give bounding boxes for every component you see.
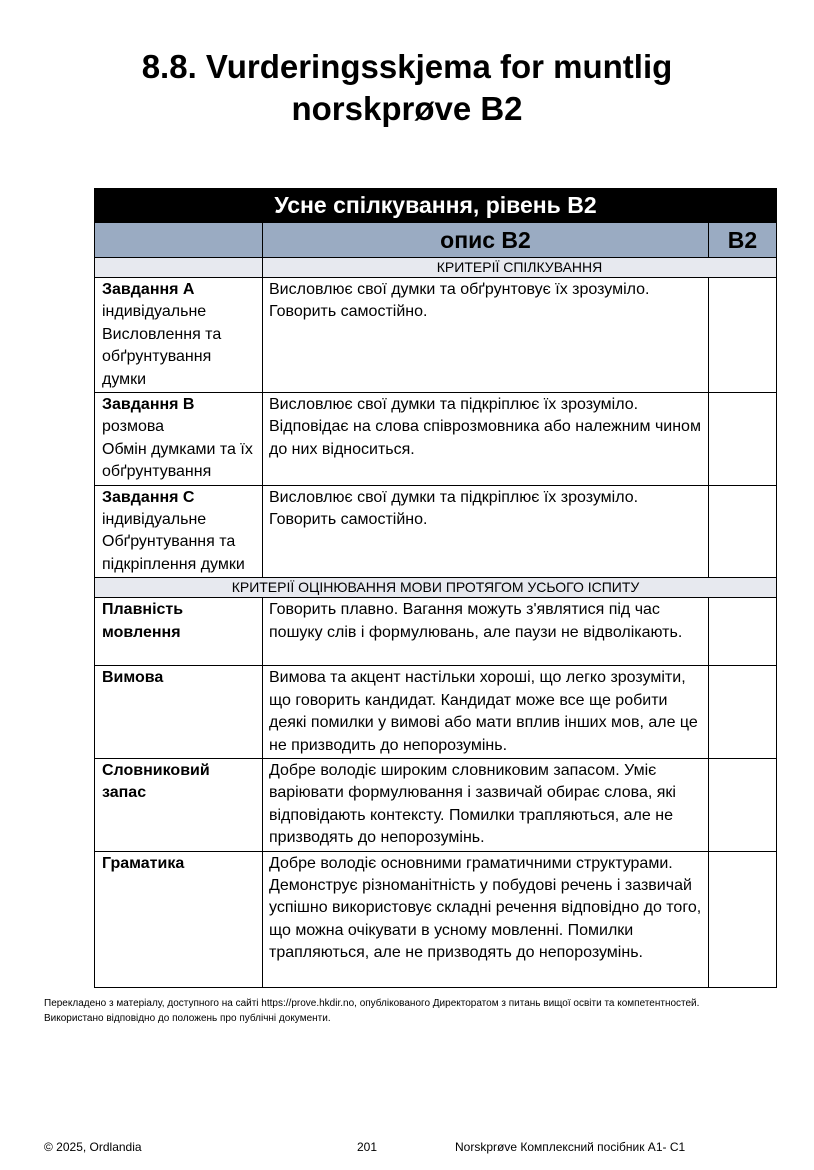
- footer-copyright: © 2025, Ordlandia: [44, 1140, 142, 1154]
- task-cell: [95, 393, 263, 486]
- criterion-name: Граматика: [95, 851, 263, 987]
- section-blank-cell: [95, 258, 263, 278]
- page-title: [0, 46, 814, 130]
- criterion-name: Плавність мовлення: [95, 598, 263, 666]
- table-header-row: [95, 223, 777, 258]
- criterion-description: Добре володіє основними граматичними структурами. Демонструє різноманітність у побудові речень і зазвичай успішно використовує складні речення відповідно до того, що можна очікувати в усному мовленні. Помилки трапляються, але не призводять до непорозумінь.: [263, 851, 709, 987]
- footer-book-title: Norskprøve Комплексний посібник A1- C1: [455, 1140, 686, 1154]
- table-row: [95, 485, 777, 578]
- criterion-name: Словниковий запас: [95, 758, 263, 851]
- table-row: [95, 393, 777, 486]
- criterion-description: Говорить плавно. Вагання можуть з'являтися під час пошуку слів і формулювань, але паузи не відволікають.: [263, 598, 709, 666]
- section-row-communication: [95, 258, 777, 278]
- criterion-name: Вимова: [95, 666, 263, 759]
- table-banner-row: [95, 189, 777, 223]
- assessment-table: [94, 188, 777, 988]
- table-row: [95, 598, 777, 666]
- source-footnote: Перекладено з матеріалу, доступного на сайті https://prove.hkdir.no, опублікованого Директоратом з питань вищої освіти та компетентностей. Використано відповідно до положень про публічні документи.: [44, 998, 700, 1024]
- task-detail: Обґрунтування та підкріплення думки: [102, 533, 245, 573]
- task-description: Висловлює свої думки та підкріплює їх зрозуміло. Говорить самостійно.: [263, 485, 709, 578]
- task-cell: [95, 485, 263, 578]
- score-cell: [709, 666, 777, 759]
- score-cell: [709, 598, 777, 666]
- page-title-line-2: norskprøve B2: [291, 90, 523, 127]
- score-cell: [709, 278, 777, 393]
- table-row: [95, 278, 777, 393]
- header-level: B2: [709, 223, 777, 258]
- score-cell: [709, 758, 777, 851]
- task-name: Завдання C: [102, 488, 195, 506]
- task-type: індивідуальне: [102, 511, 207, 529]
- criterion-description: Вимова та акцент настільки хороші, що легко зрозуміти, що говорить кандидат. Кандидат може все ще робити деякі помилки у вимові або мати вплив інших мов, але це не призводить до непорозумінь.: [263, 666, 709, 759]
- task-detail: Висловлення та обґрунтування думки: [102, 325, 222, 388]
- criterion-description: Добре володіє широким словниковим запасом. Уміє варіювати формулювання і зазвичай обирає слова, які відповідають контексту. Помилки трапляються, але не призводять до непорозумінь.: [263, 758, 709, 851]
- header-blank-cell: [95, 223, 263, 258]
- task-type: розмова: [102, 418, 165, 436]
- task-detail: Обмін думками та їх обґрунтування: [102, 440, 253, 481]
- task-name: Завдання B: [102, 396, 195, 414]
- footer-page-number: 201: [357, 1140, 378, 1154]
- task-name: Завдання A: [102, 281, 195, 298]
- score-cell: [709, 485, 777, 578]
- score-cell: [709, 851, 777, 987]
- table-banner: Усне спілкування, рівень B2: [95, 189, 777, 223]
- section-communication-label: КРИТЕРІЇ СПІЛКУВАННЯ: [263, 258, 777, 278]
- page-title-line-1: 8.8. Vurderingsskjema for muntlig: [141, 48, 673, 85]
- task-type: індивідуальне: [102, 303, 207, 321]
- score-cell: [709, 393, 777, 486]
- task-description: Висловлює свої думки та обґрунтовує їх зрозуміло. Говорить самостійно.: [263, 278, 709, 393]
- task-description: Висловлює свої думки та підкріплює їх зрозуміло. Відповідає на слова співрозмовника або належним чином до них відноситься.: [263, 393, 709, 486]
- table-row: [95, 851, 777, 987]
- task-cell: [95, 278, 263, 393]
- section-row-language: [95, 578, 777, 598]
- table-row: [95, 666, 777, 759]
- table-row: [95, 758, 777, 851]
- header-description: опис B2: [263, 223, 709, 258]
- section-language-label: КРИТЕРІЇ ОЦІНЮВАННЯ МОВИ ПРОТЯГОМ УСЬОГО ІСПИТУ: [95, 578, 777, 598]
